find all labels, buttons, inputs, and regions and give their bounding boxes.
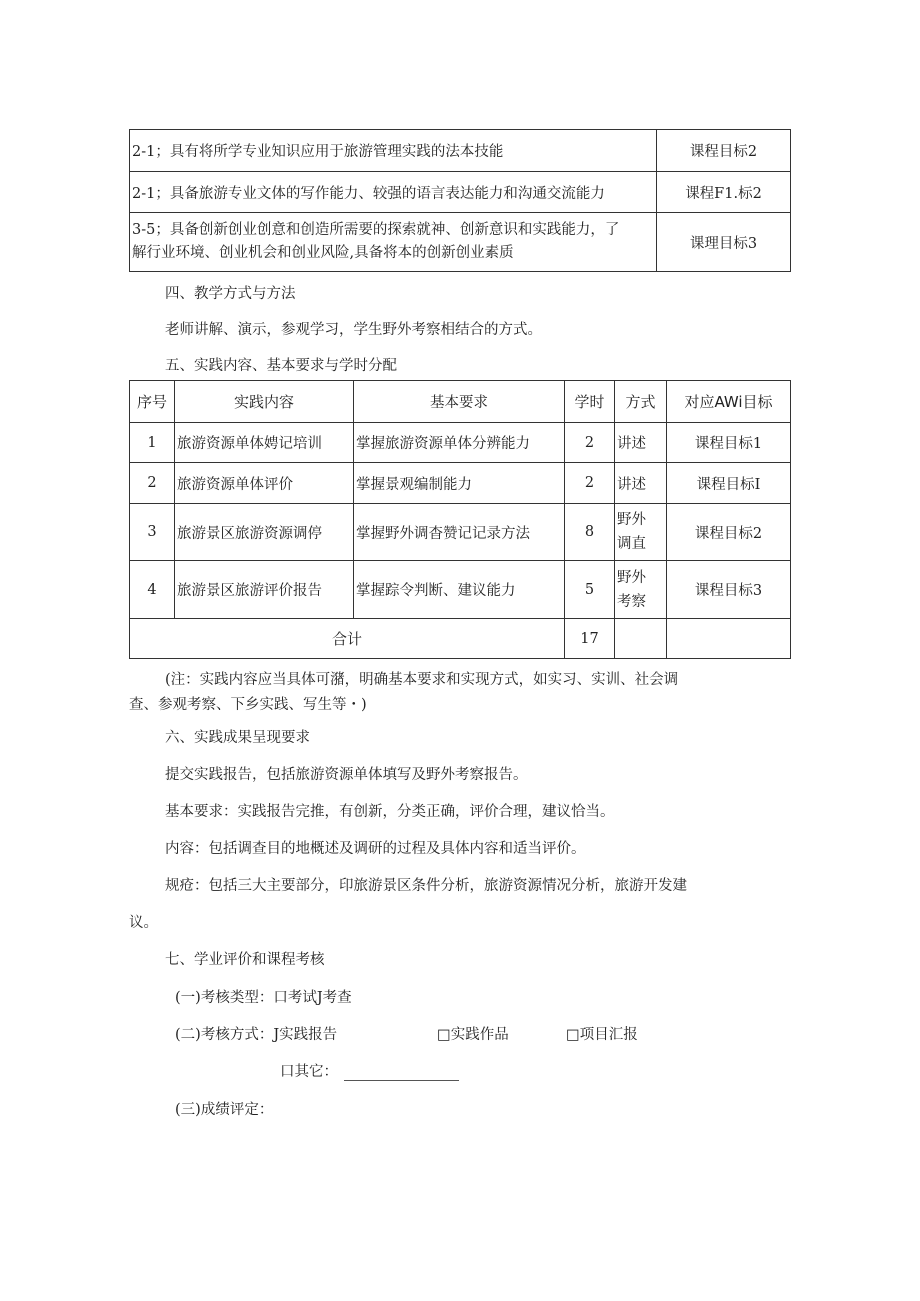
objective-text: 2-1；具备旅游专业文体的写作能力、较强的语言表达能力和沟通交流能力: [130, 172, 657, 213]
row-content: 旅游资源单体评价: [175, 463, 354, 504]
table-header-row: [130, 381, 791, 423]
objectives-table: [129, 129, 791, 272]
row-method: 讲述: [615, 423, 667, 463]
row-requirement: 掌握踪令判断、建议能力: [354, 561, 565, 619]
section4-heading: 四、教学方式与方法: [165, 286, 296, 302]
objective-goal: 课程F1.标2: [657, 172, 791, 213]
assessment-type: (一)考核类型：口考试J考查: [175, 990, 352, 1006]
other-label: 口其它：: [280, 1064, 338, 1080]
row-no: 1: [130, 423, 175, 463]
row-hours: 2: [565, 423, 615, 463]
other-option: [280, 1060, 459, 1081]
total-method-empty: [615, 619, 667, 659]
row-goal: 课程目标2: [667, 504, 791, 561]
other-blank-line: [344, 1066, 459, 1081]
objective-text: 2-1；具有将所学专业知识应用于旅游管理实践的法本技能: [130, 130, 657, 172]
table-row: [130, 213, 791, 272]
row-content: 旅游景区旅游评价报告: [175, 561, 354, 619]
header-no: 序号: [130, 381, 175, 423]
table-row: [130, 130, 791, 172]
table-row: [130, 561, 791, 619]
total-goal-empty: [667, 619, 791, 659]
objective-text: [130, 213, 657, 272]
section6-p3: 内容：包括调查目的地概述及调研的过程及具体内容和适当评价。: [165, 841, 586, 857]
row-no: 2: [130, 463, 175, 504]
row-goal: 课程目标3: [667, 561, 791, 619]
note-line2: 查、参观考察、下乡实践、写生等・): [129, 697, 367, 713]
section7-heading: 七、学业评价和课程考核: [165, 952, 325, 968]
row-requirement: 掌握野外调杳赞记记录方法: [354, 504, 565, 561]
row-method-line: 野外: [617, 569, 646, 586]
assessment-method: (二)考核方式：J实践报告: [175, 1027, 338, 1043]
row-hours: 2: [565, 463, 615, 504]
row-method: 讲述: [615, 463, 667, 504]
practice-table: [129, 380, 791, 659]
row-hours: 5: [565, 561, 615, 619]
option-project-report: □项目汇报: [566, 1027, 638, 1043]
section4-body: 老师讲解、演示，参观学习，学生野外考察相结合的方式。: [165, 322, 542, 338]
table-row: [130, 463, 791, 504]
objective-text-line: 解行业环境、创业机会和创业风险,具备将本的创新创业素质: [132, 245, 514, 261]
table-row: [130, 423, 791, 463]
row-hours: 8: [565, 504, 615, 561]
row-method: [615, 561, 667, 619]
option-practice-work: □实践作品: [437, 1027, 509, 1043]
objective-text-line: 3-5；具备创新创业创意和创造所需要的探索就神、创新意识和实践能力，了: [132, 222, 620, 238]
row-method-line: 野外: [617, 512, 646, 528]
row-requirement: 掌握旅游资源单体分辨能力: [354, 423, 565, 463]
table-total-row: [130, 619, 791, 659]
header-goal: 对应AWi目标: [667, 381, 791, 423]
row-goal: 课程目标1: [667, 423, 791, 463]
row-method-line: 考察: [617, 593, 646, 610]
row-content: 旅游资源单体娉记培训: [175, 423, 354, 463]
row-goal: 课程目标I: [667, 463, 791, 504]
row-requirement: 掌握景观编制能力: [354, 463, 565, 504]
section6-heading: 六、实践成果呈现要求: [165, 730, 310, 746]
row-no: 3: [130, 504, 175, 561]
section6-p4-line2: 议。: [129, 915, 158, 931]
objective-goal: 课理目标3: [657, 213, 791, 272]
total-label: 合计: [130, 619, 565, 659]
row-method: [615, 504, 667, 561]
note-line1: (注：实践内容应当具体可潴，明确基本要求和实现方式，如实习、实训、社会调: [165, 672, 679, 688]
row-method-line: 调直: [617, 536, 646, 552]
header-method: 方式: [615, 381, 667, 423]
header-hours: 学时: [565, 381, 615, 423]
row-content: 旅游景区旅游资源调停: [175, 504, 354, 561]
section6-p2: 基本要求：实践报告完推，有创新，分类正确，评价合理，建议恰当。: [165, 804, 615, 820]
section5-heading: 五、实践内容、基本要求与学时分配: [165, 358, 397, 374]
total-hours: 17: [565, 619, 615, 659]
objective-goal: 课程目标2: [657, 130, 791, 172]
row-no: 4: [130, 561, 175, 619]
header-content: 实践内容: [175, 381, 354, 423]
table-row: [130, 172, 791, 213]
header-requirement: 基本要求: [354, 381, 565, 423]
section6-p4-line1: 规疮：包括三大主要部分，印旅游景区条件分析，旅游资源情况分析，旅游开发建: [165, 878, 687, 894]
section6-p1: 提交实践报告，包括旅游资源单体填写及野外考察报告。: [165, 767, 528, 783]
grading-label: (三)成绩评定：: [175, 1102, 274, 1118]
table-row: [130, 504, 791, 561]
